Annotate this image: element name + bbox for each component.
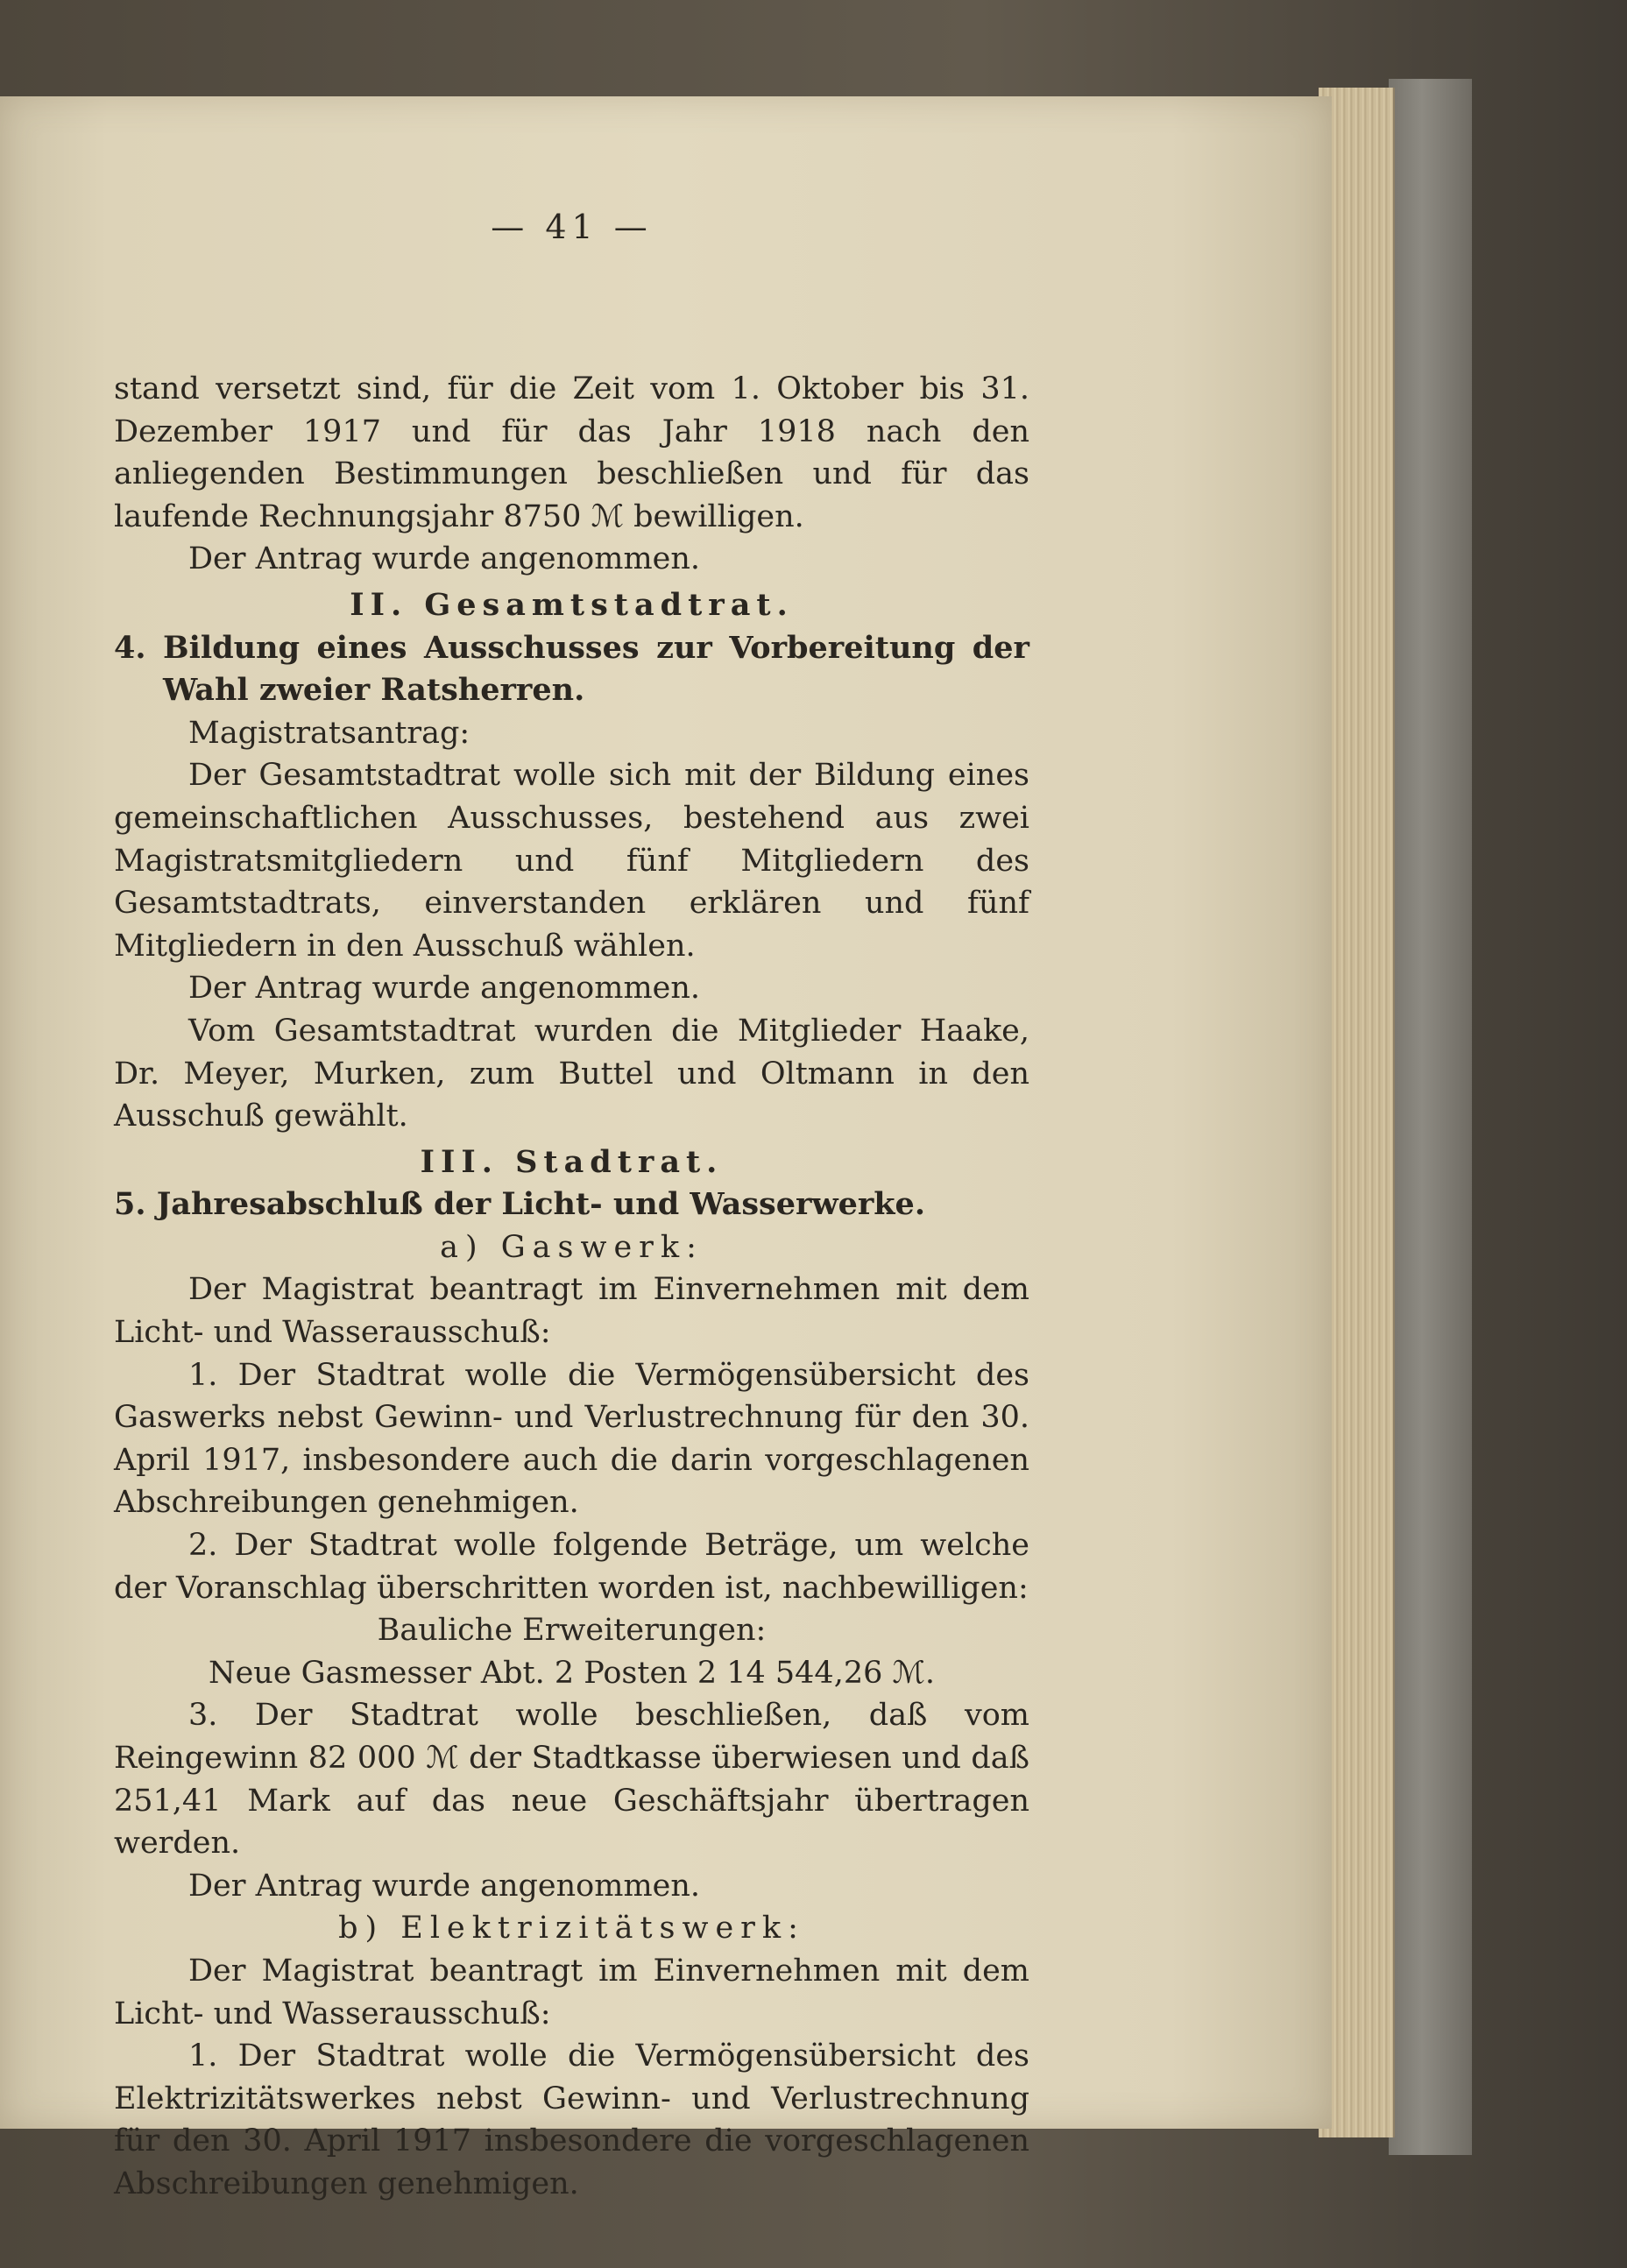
gaswerk-point-1: 1. Der Stadtrat wolle die Vermögensübersicht des Gaswerks nebst Gewinn- und Verlustrechnung für den 30. April 1917, insbesondere auch die darin vorgeschlagenen Abschreibungen genehmigen. bbox=[114, 1357, 1029, 1521]
subsection-elektrizitaetswerk: b) Elektrizitätswerk: bbox=[338, 1911, 805, 1947]
motion-result: Der Antrag wurde angenommen. bbox=[188, 971, 701, 1007]
paragraph-result: Der Antrag wurde angenommen. bbox=[188, 541, 701, 577]
gaswerk-line-item: Neue Gasmesser Abt. 2 Posten 2 14 544,26 ℳ. bbox=[208, 1655, 936, 1691]
gaswerk-point-3: 3. Der Stadtrat wolle beschließen, daß vom Reingewinn 82 000 ℳ der Stadtkasse überwiesen und daß 251,41 Mark auf das neue Geschäftsjahr übertragen werden. bbox=[114, 1698, 1029, 1862]
item-title-4: 4. Bildung eines Ausschusses zur Vorbereitung der Wahl zweier Ratsherren. bbox=[114, 629, 1029, 709]
subsection-gaswerk: a) Gaswerk: bbox=[440, 1229, 704, 1265]
election-text: Vom Gesamtstadtrat wurden die Mitglieder Haake, Dr. Meyer, Murken, zum Buttel und Oltmann in den Ausschuß gewählt. bbox=[114, 1013, 1029, 1134]
elektrizitaetswerk-intro: Der Magistrat beantragt im Einvernehmen mit dem Licht- und Wasserausschuß: bbox=[114, 1953, 1029, 2031]
page-body bbox=[114, 368, 1029, 2206]
motion-label: Magistratsantrag: bbox=[188, 715, 470, 751]
gaswerk-intro: Der Magistrat beantragt im Einvernehmen mit dem Licht- und Wasserausschuß: bbox=[114, 1272, 1029, 1351]
section-heading-gesamtstadtrat: II. Gesamtstadtrat. bbox=[350, 586, 794, 623]
gaswerk-sub-heading: Bauliche Erweiterungen: bbox=[377, 1613, 767, 1649]
motion-text: Der Gesamtstadtrat wolle sich mit der Bildung eines gemeinschaftlichen Ausschusses, bestehend aus zwei Magistratsmitgliedern und fünf Mitgliedern des Gesamtstadtrats, einverstanden erklären und fünf Mitgliedern in den Ausschuß wählen. bbox=[114, 758, 1029, 964]
elektrizitaetswerk-point-1: 1. Der Stadtrat wolle die Vermögensübersicht des Elektrizitätswerkes nebst Gewinn- und Verlustrechnung für den 30. April 1917 insbesondere die vorgeschlagenen Abschreibungen genehmigen. bbox=[114, 2038, 1029, 2201]
page-number: — 41 — bbox=[491, 208, 653, 246]
book-page bbox=[0, 96, 1332, 2201]
item-title-5: 5. Jahresabschluß der Licht- und Wasserwerke. bbox=[114, 1186, 926, 1223]
book-cover-edge bbox=[1389, 79, 1472, 2155]
gaswerk-result: Der Antrag wurde angenommen. bbox=[188, 1868, 701, 1904]
section-heading-stadtrat: III. Stadtrat. bbox=[420, 1143, 724, 1180]
gaswerk-point-2: 2. Der Stadtrat wolle folgende Beträge, um welche der Voranschlag überschritten worden ist, nachbewilligen: bbox=[114, 1528, 1029, 1606]
paragraph-continuation: stand versetzt sind, für die Zeit vom 1. Oktober bis 31. Dezember 1917 und für das Jahr 1918 nach den anliegenden Bestimmungen beschließen und für das laufende Rechnungsjahr 8750 ℳ bewilligen. bbox=[114, 371, 1029, 534]
